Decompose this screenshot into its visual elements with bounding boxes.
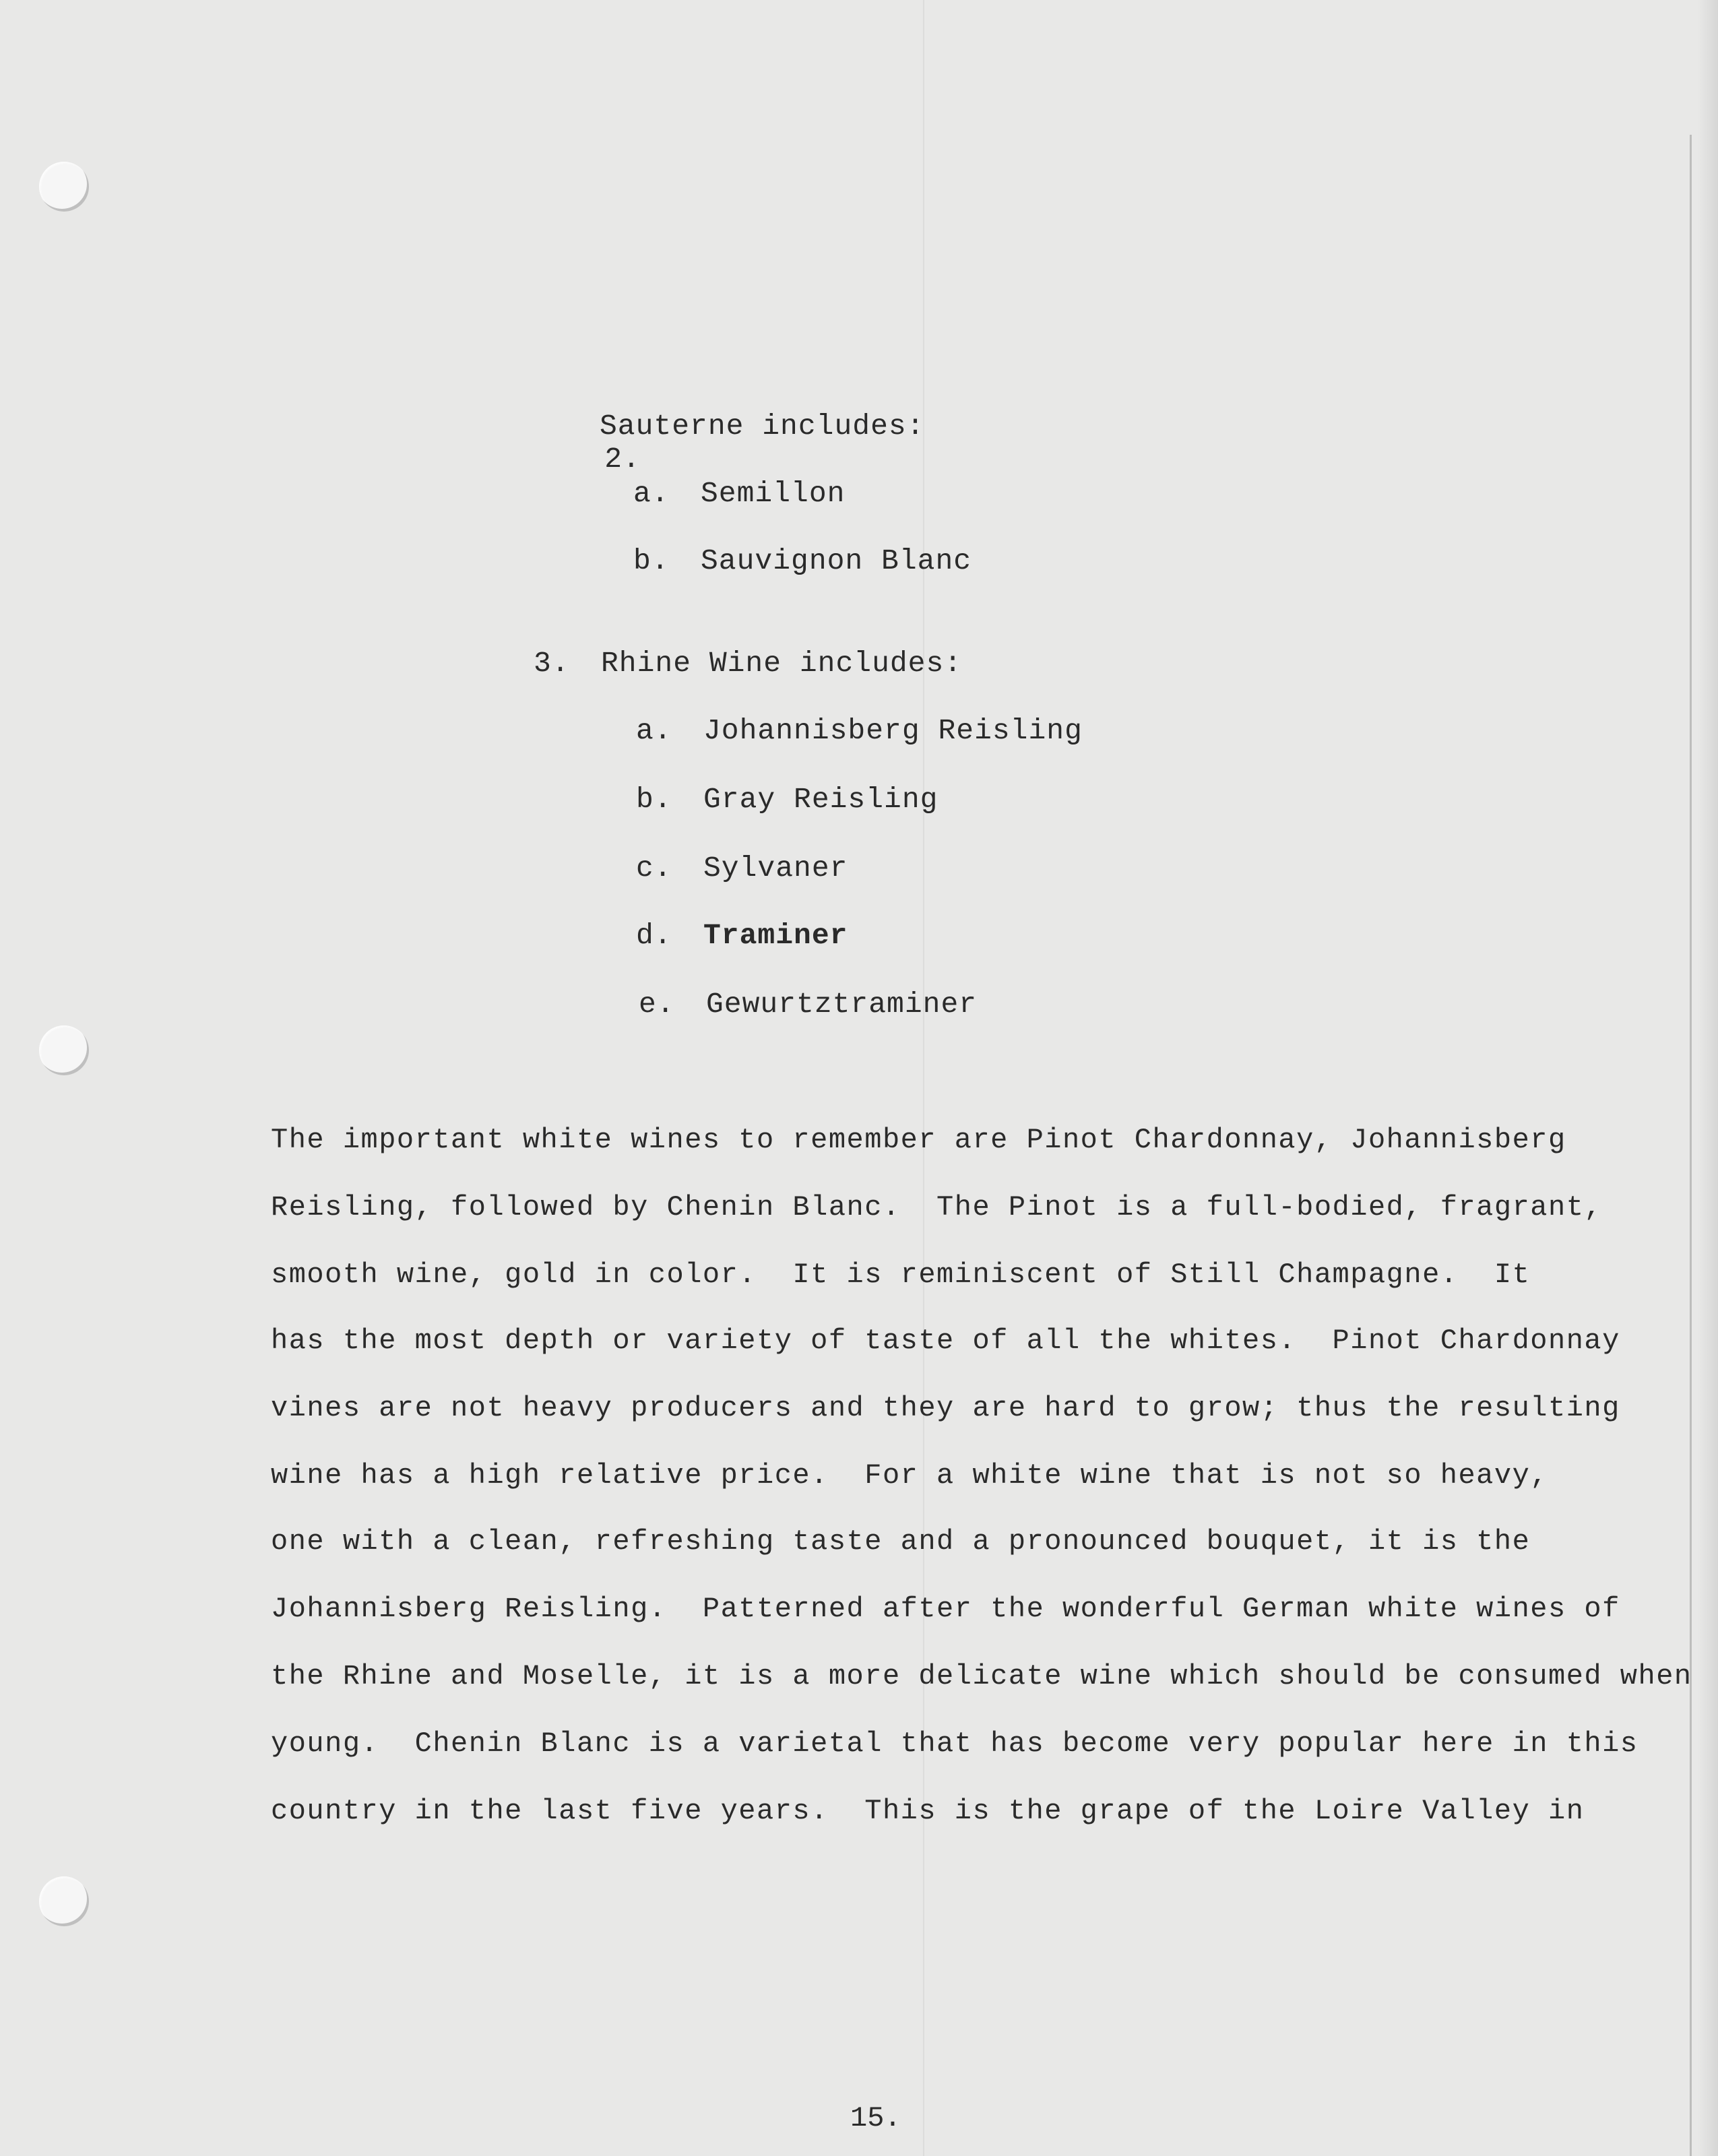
paragraph-line: the Rhine and Moselle, it is a more delicate wine which should be consumed when xyxy=(271,1660,1692,1692)
list-letter: b. xyxy=(633,544,670,577)
list-item-text: Gray Reisling xyxy=(703,783,938,816)
fold-line xyxy=(923,0,924,2156)
paragraph-line: Reisling, followed by Chenin Blanc. The Pinot is a full-bodied, fragrant, xyxy=(271,1191,1603,1224)
section-3-number: 3. xyxy=(534,647,570,680)
list-item-text: Sauvignon Blanc xyxy=(701,544,972,577)
list-letter: e. xyxy=(639,988,675,1021)
list-item-text: Semillon xyxy=(701,477,846,510)
paragraph-line: smooth wine, gold in color. It is reminiscent of Still Champagne. It xyxy=(271,1259,1531,1291)
paragraph-line: has the most depth or variety of taste of all the whites. Pinot Chardonnay xyxy=(271,1325,1620,1357)
paragraph-line: vines are not heavy producers and they are hard to grow; thus the resulting xyxy=(271,1392,1620,1424)
list-letter: b. xyxy=(636,783,672,816)
paragraph-line: young. Chenin Blanc is a varietal that has become very popular here in this xyxy=(271,1727,1639,1760)
binder-hole-top xyxy=(39,162,89,212)
list-item-text: Gewurtztraminer xyxy=(706,988,978,1021)
list-item-text: Traminer xyxy=(703,919,848,952)
paragraph-line: one with a clean, refreshing taste and a pronounced bouquet, it is the xyxy=(271,1525,1531,1558)
list-letter: c. xyxy=(636,852,672,885)
list-letter: a. xyxy=(636,714,672,747)
page-edge-shadow xyxy=(1698,0,1718,2156)
section-3-heading: Rhine Wine includes: xyxy=(601,647,963,680)
list-letter: d. xyxy=(636,919,672,952)
binder-hole-bottom xyxy=(39,1876,89,1926)
binder-hole-middle xyxy=(39,1025,89,1075)
list-item-text: Johannisberg Reisling xyxy=(703,714,1083,747)
list-letter: a. xyxy=(633,477,670,510)
page-edge-line xyxy=(1690,135,1692,2156)
paragraph-line: The important white wines to remember are Pinot Chardonnay, Johannisberg xyxy=(271,1124,1566,1156)
section-number: 2. xyxy=(604,443,641,476)
paragraph-line: wine has a high relative price. For a white wine that is not so heavy, xyxy=(271,1459,1548,1492)
paragraph-line: country in the last five years. This is the grape of the Loire Valley in xyxy=(271,1795,1585,1827)
paragraph-line: Johannisberg Reisling. Patterned after the wonderful German white wines of xyxy=(271,1593,1620,1625)
list-item-text: Sylvaner xyxy=(703,852,848,885)
page-number: 15. xyxy=(850,2102,901,2134)
section-2-heading: Sauterne includes: xyxy=(600,410,925,443)
